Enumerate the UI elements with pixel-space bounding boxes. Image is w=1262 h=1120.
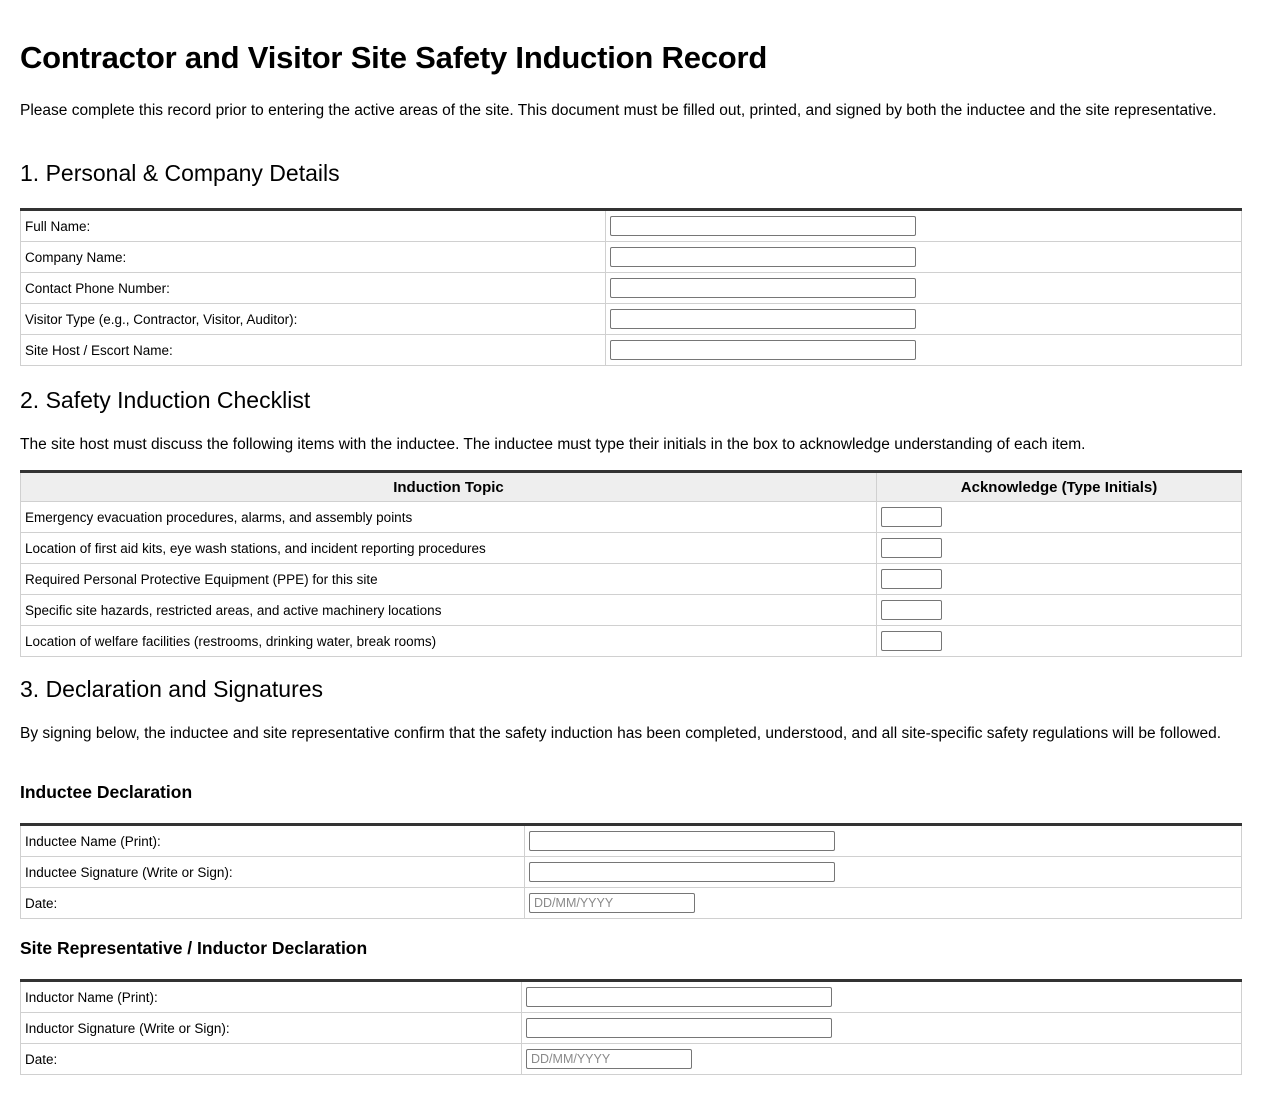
table-row — [21, 564, 1242, 595]
field-label: Company Name: — [21, 242, 606, 273]
inductor-declaration-table — [20, 979, 1242, 1075]
field-label: Full Name: — [21, 210, 606, 242]
full-name-input[interactable] — [610, 216, 916, 236]
intro-text: Please complete this record prior to entering the active areas of the site. This document must be filled out, printed, and signed by both the inductee and the site representative. — [20, 102, 1217, 119]
inductee-date-input[interactable] — [529, 893, 695, 913]
declaration-text: By signing below, the inductee and site representative confirm that the safety induction has been completed, understood, and all site-specific safety regulations will be followed. — [20, 725, 1222, 742]
initials-input[interactable] — [881, 569, 942, 589]
section-2-heading: 2. Safety Induction Checklist — [20, 387, 311, 413]
column-header-acknowledge: Acknowledge (Type Initials) — [877, 472, 1242, 502]
section-1-heading: 1. Personal & Company Details — [20, 160, 340, 186]
initials-input[interactable] — [881, 631, 942, 651]
initials-input[interactable] — [881, 538, 942, 558]
table-row — [21, 857, 1242, 888]
checklist-instructions: The site host must discuss the following items with the inductee. The inductee must type their initials in the box to acknowledge understanding of each item. — [20, 436, 1086, 453]
inductee-signature-input[interactable] — [529, 862, 835, 882]
table-row — [21, 210, 1242, 242]
field-label: Inductor Name (Print): — [21, 981, 522, 1013]
field-label: Site Host / Escort Name: — [21, 335, 606, 366]
table-row — [21, 1013, 1242, 1044]
inductee-name-input[interactable] — [529, 831, 835, 851]
column-header-topic: Induction Topic — [21, 472, 877, 502]
table-row — [21, 242, 1242, 273]
page-title: Contractor and Visitor Site Safety Induction Record — [20, 40, 768, 75]
visitor-type-input[interactable] — [610, 309, 916, 329]
table-row — [21, 626, 1242, 657]
table-row — [21, 533, 1242, 564]
personal-details-table — [20, 208, 1242, 366]
inductor-signature-input[interactable] — [526, 1018, 832, 1038]
topic-text: Location of first aid kits, eye wash stations, and incident reporting procedures — [21, 533, 877, 564]
initials-input[interactable] — [881, 507, 942, 527]
initials-input[interactable] — [881, 600, 942, 620]
table-row — [21, 273, 1242, 304]
table-row — [21, 825, 1242, 857]
company-name-input[interactable] — [610, 247, 916, 267]
inductor-declaration-heading: Site Representative / Inductor Declaration — [20, 938, 368, 958]
field-label: Visitor Type (e.g., Contractor, Visitor, Auditor): — [21, 304, 606, 335]
field-label: Inductee Name (Print): — [21, 825, 525, 857]
topic-text: Emergency evacuation procedures, alarms, and assembly points — [21, 502, 877, 533]
table-header-row — [21, 472, 1242, 502]
field-label: Date: — [21, 888, 525, 919]
table-row — [21, 981, 1242, 1013]
induction-checklist-table — [20, 470, 1242, 657]
table-row — [21, 502, 1242, 533]
inductor-date-input[interactable] — [526, 1049, 692, 1069]
table-row — [21, 595, 1242, 626]
field-label: Date: — [21, 1044, 522, 1075]
field-label: Inductor Signature (Write or Sign): — [21, 1013, 522, 1044]
topic-text: Location of welfare facilities (restrooms, drinking water, break rooms) — [21, 626, 877, 657]
contact-phone-input[interactable] — [610, 278, 916, 298]
topic-text: Required Personal Protective Equipment (PPE) for this site — [21, 564, 877, 595]
site-host-input[interactable] — [610, 340, 916, 360]
inductee-declaration-table — [20, 823, 1242, 919]
section-3-heading: 3. Declaration and Signatures — [20, 676, 324, 702]
inductee-declaration-heading: Inductee Declaration — [20, 782, 193, 802]
inductor-name-input[interactable] — [526, 987, 832, 1007]
field-label: Inductee Signature (Write or Sign): — [21, 857, 525, 888]
field-label: Contact Phone Number: — [21, 273, 606, 304]
table-row — [21, 1044, 1242, 1075]
table-row — [21, 888, 1242, 919]
table-row — [21, 304, 1242, 335]
table-row — [21, 335, 1242, 366]
topic-text: Specific site hazards, restricted areas, and active machinery locations — [21, 595, 877, 626]
